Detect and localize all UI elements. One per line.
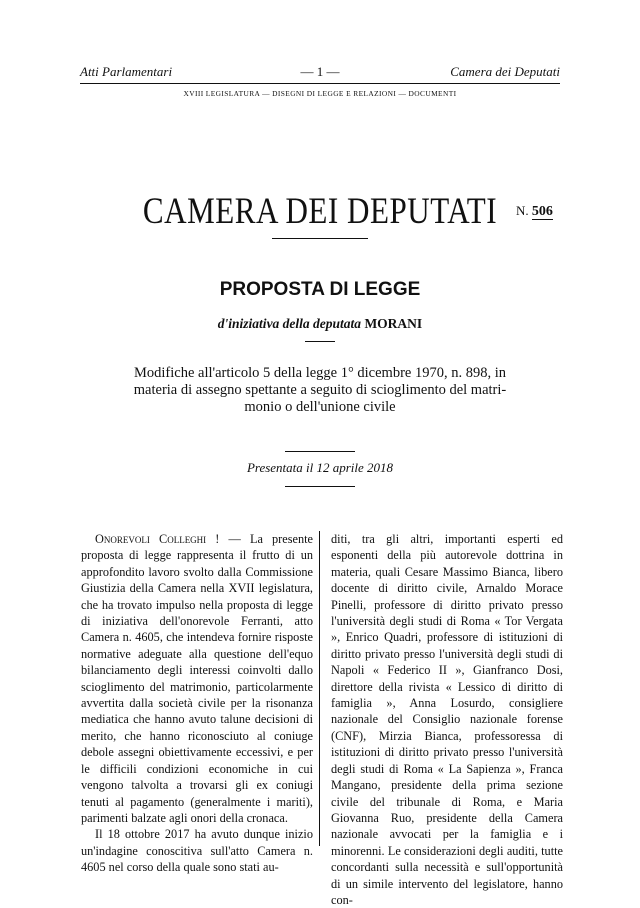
subject-line: Modifiche all'articolo 5 della legge 1° dicembre 1970, n. 898, in <box>133 365 506 381</box>
bill-number-prefix: N. <box>516 203 529 218</box>
bill-subject <box>104 365 536 416</box>
body-column-right <box>331 531 563 908</box>
body-column-left <box>81 531 313 876</box>
body-paragraph: Il 18 ottobre 2017 ha avuto dunque inizio un'indagine conoscitiva sull'atto Camera n. 4605 nel corso della quale sono stati au- <box>81 827 313 875</box>
salutation: Onorevoli Colleghi ! <box>95 532 220 546</box>
presented-rule-bottom <box>285 486 355 487</box>
page-number: — 1 — <box>300 64 340 79</box>
running-head-right: Camera dei Deputati <box>450 64 560 79</box>
bill-number <box>516 203 553 220</box>
initiative-line <box>0 316 640 332</box>
subheader: XVIII LEGISLATURA — DISEGNI DI LEGGE E RELAZIONI — DOCUMENTI <box>183 89 457 98</box>
proposal-title: PROPOSTA DI LEGGE <box>219 279 421 300</box>
chamber-title: CAMERA DEI DEPUTATI <box>142 191 498 232</box>
subject-line: materia di assegno spettante a seguito di scioglimento del matri- <box>133 382 507 398</box>
presented-rule-top <box>285 451 355 452</box>
bill-number-value: 506 <box>531 204 553 219</box>
initiative-name: MORANI <box>364 316 423 331</box>
initiative-rule <box>305 341 335 342</box>
body-paragraph: diti, tra gli altri, importanti esperti ed esponenti della più autorevole dottrina in materia, quali Cesare Massimo Bianca, libero docente di diritto civile, Arnaldo Morace Pinelli, professore di diritto privato presso l'università degli studi di Roma « Tor Vergata », Enrico Quadri, professore di istituzioni di diritto privato presso l'università degli studi di Napoli « Federico II », Gianfranco Dosi, direttore della rivista « Lessico di diritto di famiglia », Anna Losurdo, consigliere nazionale del Consiglio nazionale forense (CNF), Mirzia Bianca, professoressa di istituzioni di diritto privato presso l'università degli studi di Roma « La Sapienza », Franca Mangano, presidente della prima sezione civile del tribunale di Roma, e Maria Giovanna Ruo, presidente della Camera nazionale avvocati per la famiglia e i minorenni. Le considerazioni degli auditi, tutte concordanti sulla necessità e sull'opportunità di un simile intervento del legislatore, hanno con- <box>331 532 563 907</box>
running-head <box>80 64 560 82</box>
presentation-date: Presentata il 12 aprile 2018 <box>246 460 394 475</box>
header-rule <box>80 83 560 84</box>
column-divider <box>319 531 320 846</box>
running-head-left: Atti Parlamentari <box>80 64 173 79</box>
body-text: — La presente proposta di legge rappresenta il frutto di un approfondito lavoro svolto dalla Commissione Giustizia della Camera nella XVII legislatura, che ha trovato impulso nella proposta di legge di iniziativa dell'onorevole Ferranti, atto Camera n. 4605, che intendeva fornire risposte normative adeguate alla questione dell'equo bilanciamento degli interessi coinvolti dallo scioglimento del matrimonio, particolarmente avvertita dalla società civile per la risonanza mediatica che hanno avuto talune decisioni di merito, che hanno riconosciuto al coniuge debole assegni obiettivamente eccessivi, e per le difficili condizioni economiche in cui vengono talvolta a trovarsi gli ex coniugi tenuti al pagamento (generalmente i mariti), parimenti balzate agli onori della cronaca. <box>81 532 314 825</box>
chamber-title-rule <box>272 238 368 239</box>
initiative-text: d'iniziativa della deputata <box>217 316 362 331</box>
body-paragraph <box>81 531 313 826</box>
subject-line: monio o dell'unione civile <box>244 399 396 415</box>
